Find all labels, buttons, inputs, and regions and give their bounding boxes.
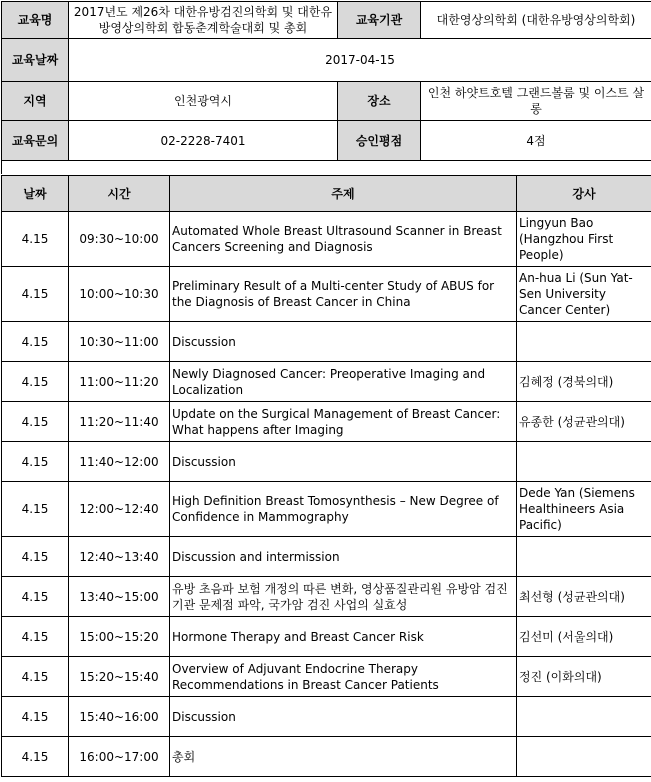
venue-label: 장소 — [338, 82, 421, 121]
row-time: 12:00~12:40 — [69, 482, 170, 537]
row-time: 12:40~13:40 — [69, 537, 170, 577]
row-speaker — [517, 322, 651, 362]
table-row — [2, 442, 651, 482]
row-date: 4.15 — [2, 657, 69, 697]
table-row — [2, 697, 651, 737]
row-topic: Overview of Adjuvant Endocrine Therapy Recommendations in Breast Cancer Patients — [170, 657, 517, 697]
table-row — [2, 267, 651, 322]
schedule-table — [1, 175, 651, 777]
credit-label: 승인평점 — [338, 121, 421, 161]
row-topic: Preliminary Result of a Multi-center Study of ABUS for the Diagnosis of Breast Cancer in China — [170, 267, 517, 322]
table-row — [2, 657, 651, 697]
institution-label: 교육기관 — [338, 2, 421, 39]
table-gap — [1, 160, 651, 174]
row-topic: Discussion — [170, 322, 517, 362]
row-date: 4.15 — [2, 442, 69, 482]
row-speaker: 김선미 (서울의대) — [517, 617, 651, 657]
region: 인천광역시 — [69, 82, 338, 121]
course-name-label: 교육명 — [2, 2, 69, 39]
venue: 인천 하얏트호텔 그랜드볼룸 및 이스트 살롱 — [421, 82, 651, 121]
row-date: 4.15 — [2, 322, 69, 362]
table-row — [2, 402, 651, 442]
contact-label: 교육문의 — [2, 121, 69, 161]
row-date: 4.15 — [2, 212, 69, 267]
row-topic: Discussion — [170, 697, 517, 737]
row-speaker: 김혜정 (경북의대) — [517, 362, 651, 402]
row-topic: 유방 초음파 보험 개정의 따른 변화, 영상품질관리원 유방암 검진기관 문제점 파악, 국가암 검진 사업의 실효성 — [170, 577, 517, 617]
table-row — [2, 617, 651, 657]
row-date: 4.15 — [2, 402, 69, 442]
row-topic: Discussion — [170, 442, 517, 482]
contact-phone: 02-2228-7401 — [69, 121, 338, 161]
row-time: 15:00~15:20 — [69, 617, 170, 657]
row-time: 10:00~10:30 — [69, 267, 170, 322]
row-time: 10:30~11:00 — [69, 322, 170, 362]
row-topic: 총회 — [170, 737, 517, 777]
table-row — [2, 482, 651, 537]
row-time: 13:40~15:00 — [69, 577, 170, 617]
institution: 대한영상의학회 (대한유방영상의학회) — [421, 2, 651, 39]
table-row — [2, 212, 651, 267]
row-time: 11:40~12:00 — [69, 442, 170, 482]
credit-points: 4점 — [421, 121, 651, 161]
header-speaker: 강사 — [517, 176, 651, 212]
row-date: 4.15 — [2, 577, 69, 617]
row-topic: Newly Diagnosed Cancer: Preoperative Imaging and Localization — [170, 362, 517, 402]
table-row — [2, 737, 651, 777]
row-topic: High Definition Breast Tomosynthesis – New Degree of Confidence in Mammography — [170, 482, 517, 537]
row-date: 4.15 — [2, 737, 69, 777]
row-date: 4.15 — [2, 617, 69, 657]
region-label: 지역 — [2, 82, 69, 121]
row-time: 09:30~10:00 — [69, 212, 170, 267]
row-topic: Automated Whole Breast Ultrasound Scanner in Breast Cancers Screening and Diagnosis — [170, 212, 517, 267]
table-row — [2, 322, 651, 362]
row-date: 4.15 — [2, 267, 69, 322]
course-name: 2017년도 제26차 대한유방검진의학회 및 대한유방영상의학회 합동춘계학술대회 및 총회 — [69, 2, 338, 39]
table-row — [2, 362, 651, 402]
row-date: 4.15 — [2, 482, 69, 537]
header-time: 시간 — [69, 176, 170, 212]
row-speaker: An-hua Li (Sun Yat-Sen University Cancer Center) — [517, 267, 651, 322]
row-speaker: Dede Yan (Siemens Healthineers Asia Pacific) — [517, 482, 651, 537]
row-topic: Update on the Surgical Management of Breast Cancer: What happens after Imaging — [170, 402, 517, 442]
row-speaker: 정진 (이화의대) — [517, 657, 651, 697]
table-row — [2, 577, 651, 617]
table-row — [2, 537, 651, 577]
row-speaker — [517, 537, 651, 577]
header-date: 날짜 — [2, 176, 69, 212]
row-date: 4.15 — [2, 362, 69, 402]
row-time: 15:40~16:00 — [69, 697, 170, 737]
row-speaker: 유종한 (성균관의대) — [517, 402, 651, 442]
row-speaker — [517, 737, 651, 777]
row-speaker: Lingyun Bao (Hangzhou First People) — [517, 212, 651, 267]
date-label: 교육날짜 — [2, 39, 69, 82]
row-speaker — [517, 697, 651, 737]
header-topic: 주제 — [170, 176, 517, 212]
course-info-table — [1, 1, 651, 161]
row-time: 11:00~11:20 — [69, 362, 170, 402]
row-topic: Hormone Therapy and Breast Cancer Risk — [170, 617, 517, 657]
row-time: 11:20~11:40 — [69, 402, 170, 442]
row-time: 15:20~15:40 — [69, 657, 170, 697]
row-date: 4.15 — [2, 537, 69, 577]
course-date: 2017-04-15 — [69, 39, 651, 82]
row-topic: Discussion and intermission — [170, 537, 517, 577]
row-speaker — [517, 442, 651, 482]
row-time: 16:00~17:00 — [69, 737, 170, 777]
row-date: 4.15 — [2, 697, 69, 737]
row-speaker: 최선형 (성균관의대) — [517, 577, 651, 617]
